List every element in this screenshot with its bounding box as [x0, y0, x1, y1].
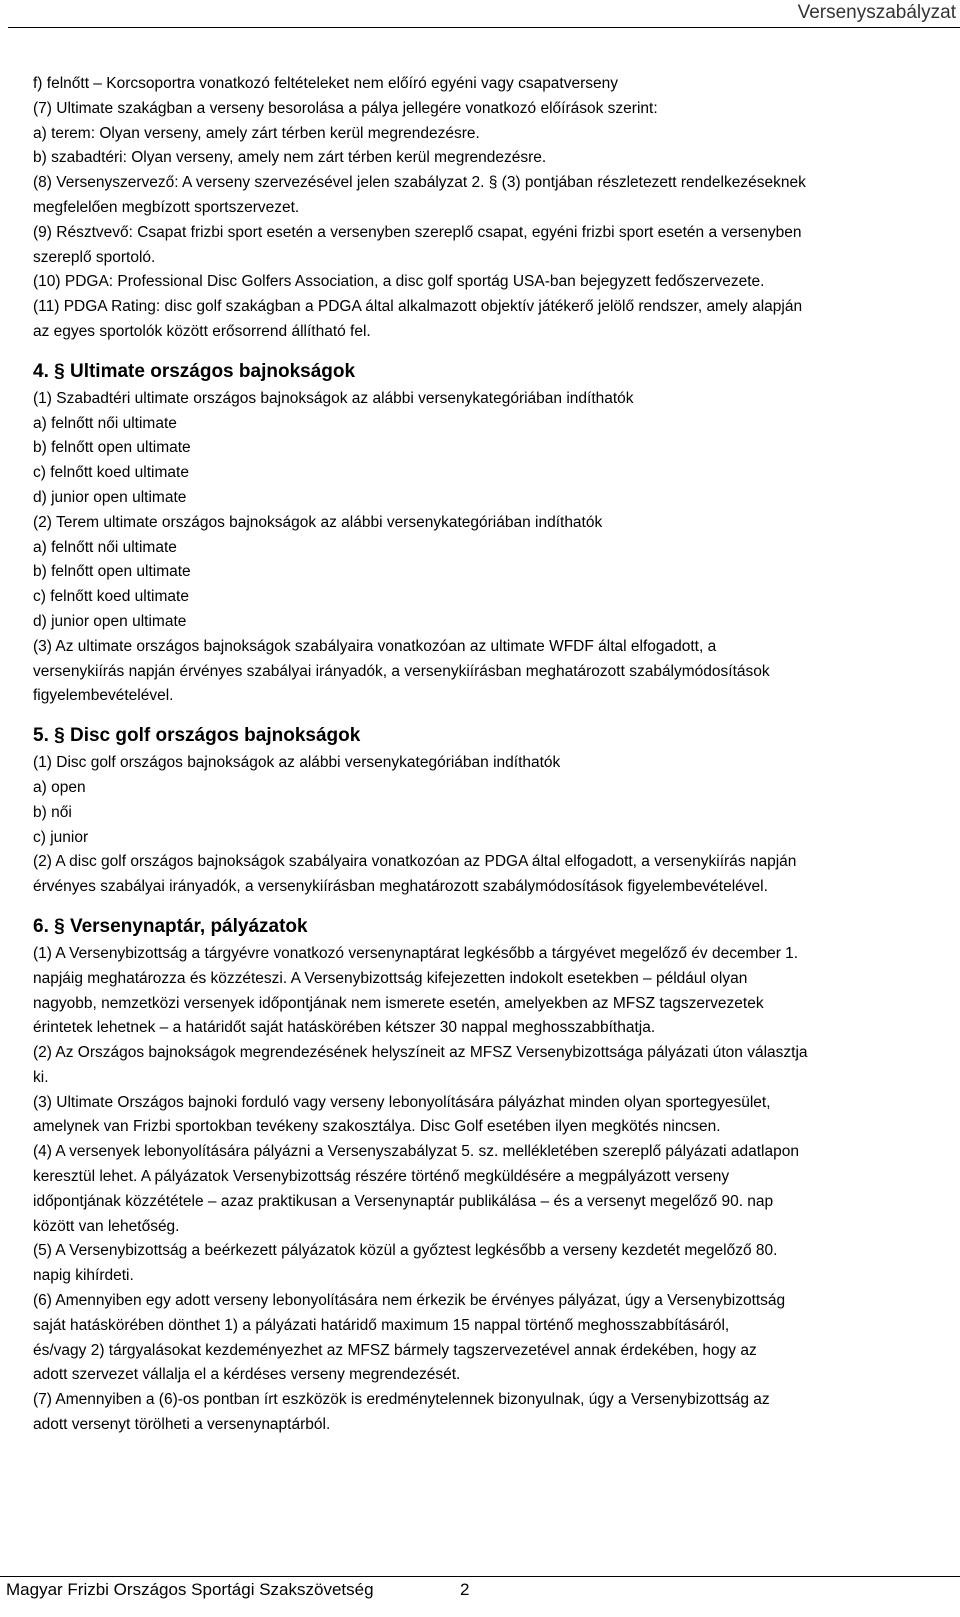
text-line: (2) Terem ultimate országos bajnokságok az alábbi versenykategóriában indíthatók [33, 513, 603, 531]
text-line: szereplő sportoló. [33, 248, 156, 266]
text-line: napjáig meghatározza és közzéteszi. A Versenybizottság kifejezetten indokolt esetekben – például olyan [33, 969, 748, 987]
text-line: érvényes szabályai irányadók, a versenykiírásban meghatározott szabálymódosítások figyelembevételével. [33, 878, 768, 896]
text-line: (2) Az Országos bajnokságok megrendezésének helyszíneit az MFSZ Versenybizottsága pályázati úton választja [33, 1044, 808, 1062]
header-rule [8, 27, 960, 28]
text-line: c) felnőtt koed ultimate [33, 464, 189, 482]
text-line: versenykiírás napján érvényes szabályai irányadók, a versenykiírásban meghatározott szabálymódosítások [33, 662, 770, 680]
text-line: (8) Versenyszervező: A verseny szervezésével jelen szabályzat 2. § (3) pontjában részletezett rendelkezéseknek [33, 174, 806, 192]
text-line: (3) Az ultimate országos bajnokságok szabályaira vonatkozóan az ultimate WFDF által elfogadott, a [33, 637, 717, 655]
text-line: c) felnőtt koed ultimate [33, 588, 189, 606]
text-line: (7) Amennyiben a (6)-os pontban írt eszközök is eredménytelennek bizonyulnak, úgy a Versenybizottság az [33, 1391, 770, 1409]
footer-org: Magyar Frizbi Országos Sportági Szakszövetség [6, 1580, 374, 1599]
text-line: (4) A versenyek lebonyolítására pályázni a Versenyszabályzat 5. sz. mellékletében szereplő pályázati adatlapon [33, 1143, 799, 1161]
text-line: (5) A Versenybizottság a beérkezett pályázatok közül a győztest legkésőbb a verseny kezdetét megelőző 80. [33, 1242, 778, 1260]
text-line: adott szervezet vállalja el a kérdéses verseny megrendezését. [33, 1366, 461, 1384]
text-line: érintetek lehetnek – a határidőt saját hatáskörében kétszer 30 nappal meghosszabbíthatja. [33, 1019, 656, 1037]
text-line: és/vagy 2) tárgyalásokat kezdeményezhet az MFSZ bármely tagszervezetével annak érdekében, hogy az [33, 1341, 757, 1359]
text-line: d) junior open ultimate [33, 488, 187, 506]
page-header [0, 0, 960, 30]
text-line: c) junior [33, 828, 89, 846]
text-line: b) női [33, 803, 72, 821]
text-line: f) felnőtt – Korcsoportra vonatkozó feltételeket nem előíró egyéni vagy csapatverseny [33, 75, 619, 92]
section-6-heading: 6. § Versenynaptár, pályázatok [33, 915, 308, 937]
text-line: keresztül lehet. A pályázatok Versenybizottság részére történő megküldésére a megpályázott verseny [33, 1168, 730, 1186]
text-line: b) felnőtt open ultimate [33, 439, 191, 457]
text-line: napig kihírdeti. [33, 1267, 134, 1285]
footer-rule [0, 1576, 960, 1577]
text-line: (11) PDGA Rating: disc golf szakágban a PDGA által alkalmazott objektív játékerő jelölő rendszer, amely alapján [33, 298, 803, 316]
text-line: ki. [33, 1068, 49, 1086]
text-line: (2) A disc golf országos bajnokságok szabályaira vonatkozóan az PDGA által elfogadott, a versenykiírás napján [33, 853, 797, 871]
text-line: időpontjának közzététele – azaz praktikusan a Versenynaptár publikálása – és a versenyt megelőző 90. nap [33, 1192, 774, 1210]
text-line: megfelelően megbízott sportszervezet. [33, 198, 300, 216]
text-line: saját hatáskörében dönthet 1) a pályázati határidő maximum 15 nappal történő meghosszabbításáról, [33, 1316, 730, 1334]
text-line: a) terem: Olyan verseny, amely zárt térben kerül megrendezésre. [33, 124, 480, 142]
text-line: (1) Szabadtéri ultimate országos bajnokságok az alábbi versenykategóriában indíthatók [33, 389, 634, 407]
text-line: figyelembevételével. [33, 687, 174, 705]
section-6 [33, 914, 953, 1438]
section-5 [33, 723, 953, 900]
text-line: amelynek van Frizbi sportokban tevékeny szakosztálya. Disc Golf esetében ilyen megkötés nincsen. [33, 1118, 721, 1136]
document-body [33, 72, 953, 1438]
text-line: b) szabadtéri: Olyan verseny, amely nem zárt térben kerül megrendezésre. [33, 149, 547, 167]
text-line: (1) A Versenybizottság a tárgyévre vonatkozó versenynaptárat legkésőbb a tárgyévet megelőző év december 1. [33, 944, 799, 962]
text-line: nagyobb, nemzetközi versenyek időpontjának nem ismerete esetén, amelyekben az MFSZ tagszervezetek [33, 994, 764, 1012]
section-3-tail [33, 72, 953, 345]
section-5-heading: 5. § Disc golf országos bajnokságok [33, 725, 361, 747]
text-line: d) junior open ultimate [33, 612, 187, 630]
text-line: (6) Amennyiben egy adott verseny lebonyolítására nem érkezik be érvényes pályázat, úgy a Versenybizottság [33, 1292, 786, 1310]
page-number: 2 [460, 1580, 470, 1599]
text-line: az egyes sportolók között erősorrend állítható fel. [33, 322, 371, 340]
text-line: (7) Ultimate szakágban a verseny besorolása a pálya jellegére vonatkozó előírások szerint: [33, 99, 658, 117]
text-line: (9) Résztvevő: Csapat frizbi sport esetén a versenyben szereplő csapat, egyéni frizbi sport esetén a versenyben [33, 223, 802, 241]
text-line: (1) Disc golf országos bajnokságok az alábbi versenykategóriában indíthatók [33, 754, 561, 772]
text-line: a) felnőtt női ultimate [33, 414, 177, 432]
text-line: a) felnőtt női ultimate [33, 538, 177, 556]
text-line: b) felnőtt open ultimate [33, 563, 191, 581]
section-4-heading: 4. § Ultimate országos bajnokságok [33, 360, 356, 382]
section-4 [33, 359, 953, 709]
text-line: a) open [33, 778, 86, 796]
text-line: (3) Ultimate Országos bajnoki forduló vagy verseny lebonyolítására pályázhat minden olyan sportegyesület, [33, 1093, 771, 1111]
header-title: Versenyszabályzat [797, 2, 956, 23]
text-line: (10) PDGA: Professional Disc Golfers Association, a disc golf sportág USA-ban bejegyzett fedőszervezete. [33, 273, 765, 291]
text-line: között van lehetőség. [33, 1217, 180, 1235]
text-line: adott versenyt törölheti a versenynaptárból. [33, 1416, 331, 1434]
